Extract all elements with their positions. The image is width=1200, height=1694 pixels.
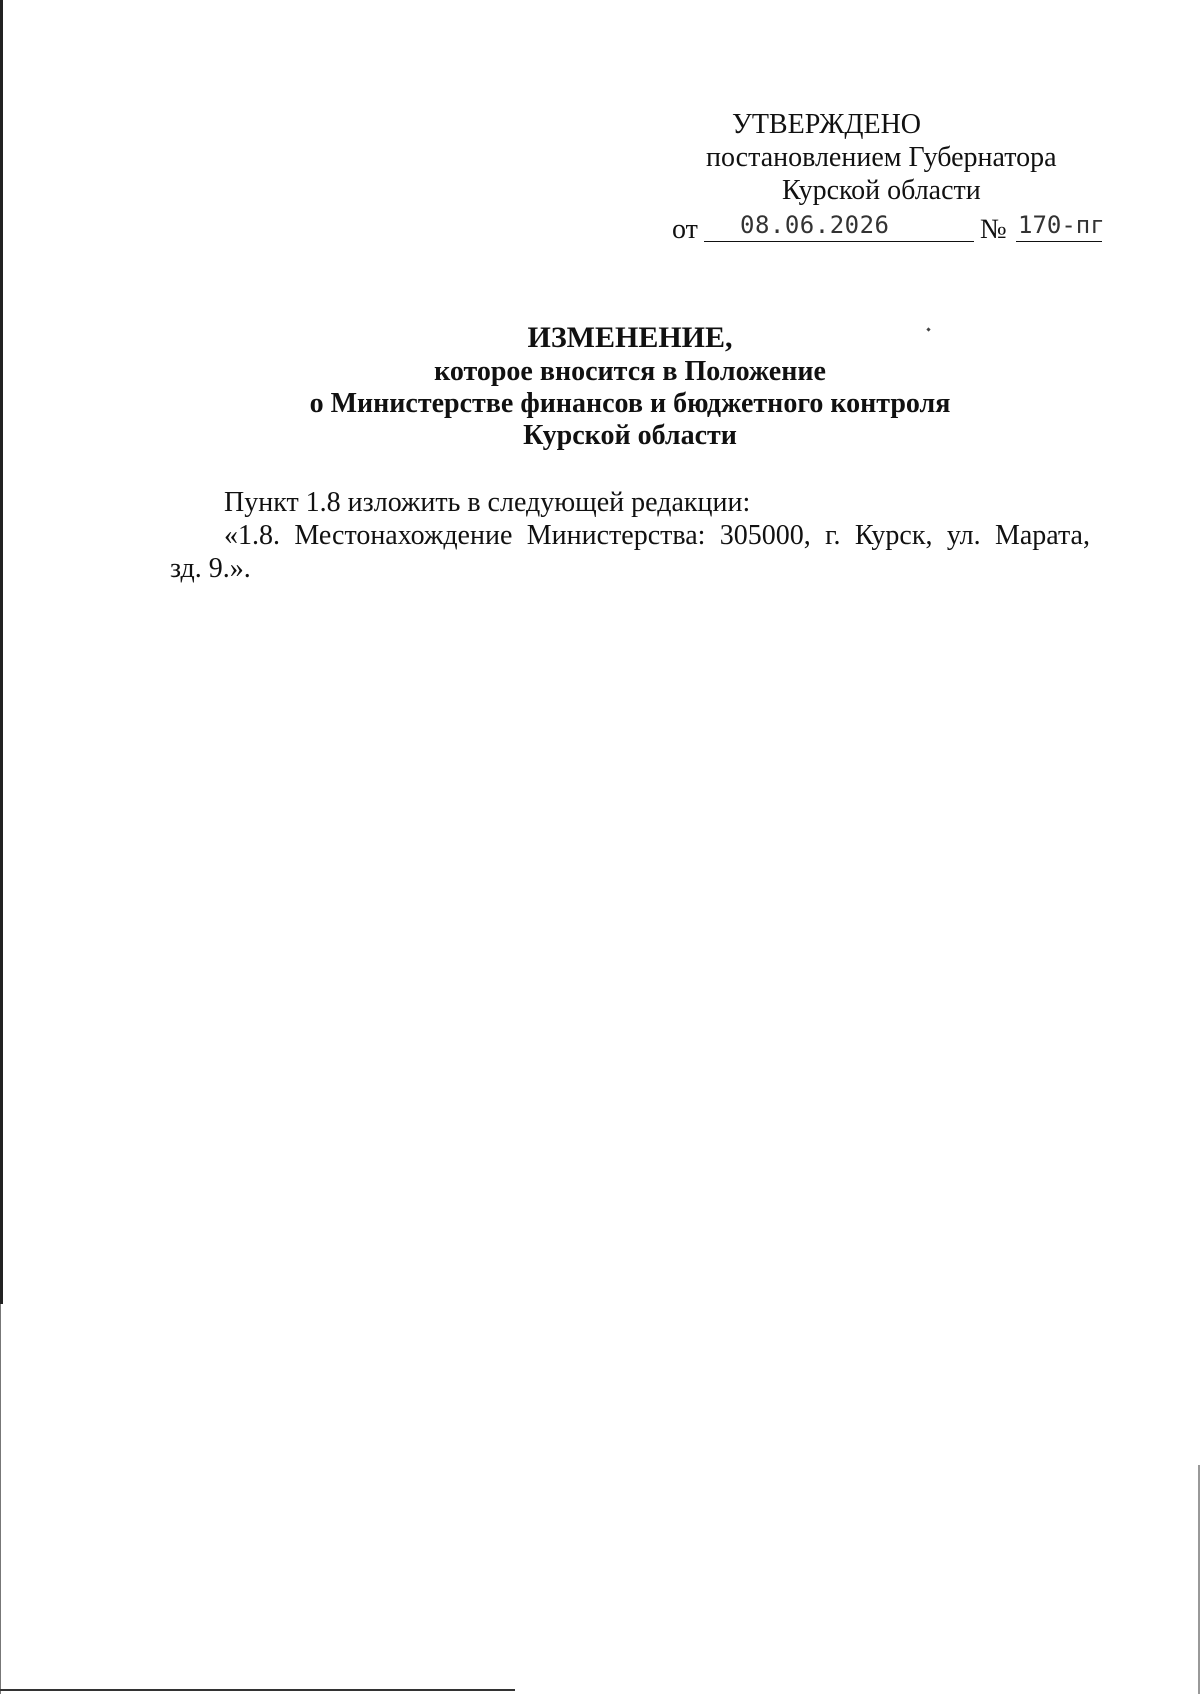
from-label: от [672, 214, 698, 245]
approval-decree-line: постановлением Губернатора [706, 142, 1057, 173]
title-line-2: которое вносится в Положение [434, 356, 826, 387]
body-paragraph-2-line-2: зд. 9.». [170, 553, 251, 584]
document-body [170, 486, 1090, 585]
approval-heading: УТВЕРЖДЕНО [732, 109, 922, 140]
title-line-3: о Министерстве финансов и бюджетного контроля [309, 388, 951, 419]
body-paragraph-2-line-1: «1.8. Местонахождение Министерства: 305000, г. Курск, ул. Марата, [224, 520, 1090, 551]
scan-edge-left-lower [0, 1304, 1, 1694]
number-field [1016, 209, 1105, 242]
approval-date-number-line [640, 209, 1105, 245]
document-title [150, 322, 1110, 452]
date-field [704, 209, 974, 242]
scan-edge-bottom [0, 1689, 515, 1691]
title-line-1: ИЗМЕНЕНИЕ, [527, 321, 733, 354]
title-line-4: Курской области [523, 420, 737, 451]
number-value: 170-пг [1018, 211, 1105, 239]
approval-region-line: Курской области [782, 175, 981, 206]
number-sign: № [980, 214, 1007, 245]
date-value: 08.06.2026 [740, 211, 890, 239]
scan-edge-left [0, 0, 3, 1304]
approval-block [640, 108, 1105, 245]
body-paragraph-1: Пункт 1.8 изложить в следующей редакции: [224, 487, 751, 518]
